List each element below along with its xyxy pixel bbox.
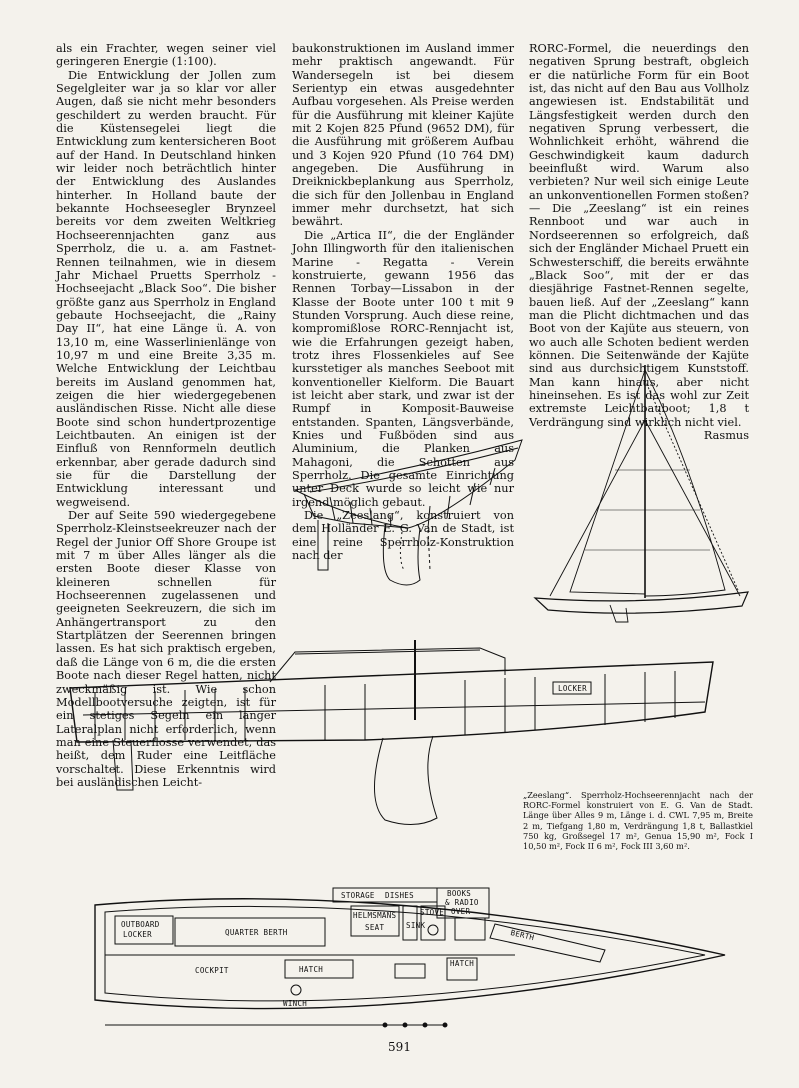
paragraph: RORC-Formel, die neuerdings den negativen Sprung bestraft, obgleich er die natürliche Form für ein Boot ist, das nicht auf den Bau aus Vollholz angewiesen ist. Endstabilität und Längsfestigkeit werden durch den negativen Sprung verbessert, die Wohnlichkeit erhöht, während die Geschwindigkeit kaum dadurch beeinflußt wird. Warum also verbieten? Nur weil sich einige Leute an unkonventionellen Formen stoßen? — Die „Zeeslang“ ist ein reines Rennboot und war auch in Nordseerennen so erfolgreich, daß sich der Engländer Michael Pruett ein Schwesterschiff, die bereits erwähnte „Black Soo“, mit der er das diesjährige Fastnet-Rennen segelte, bauen ließ. Auf der „Zeeslang“ kann man die Plicht dichtmachen und das Boot von der Kajüte aus steuern, von wo auch alle Schoten bedient werden können. Die Seitenwände der Kajüte sind aus durchsichtigem Kunststoff. Man kann hinaus, aber nicht hineinsehen. Es ist das wohl zur Zeit extremste Leichtbauboot; 1,8 t Verdrängung sind wirklich nicht viel.: [529, 42, 749, 429]
deck-plan-drawing: [85, 880, 735, 1040]
winch-label: WINCH: [283, 999, 308, 1008]
storage-label: STORAGE: [341, 891, 375, 900]
radio-label: & RADIO: [445, 898, 479, 907]
paragraph: als ein Frachter, wegen seiner viel geringeren Energie (1:100).: [56, 42, 276, 69]
quarter-berth-label: QUARTER BERTH: [225, 928, 288, 937]
helmsmans-label: HELMSMANS: [353, 911, 397, 920]
paragraph: Die „Zeeslang“, konstruiert von dem Holländer E. G. Van de Stadt, ist eine reine Sperrholz-Konstruktion nach der: [292, 509, 514, 563]
locker-label: LOCKER: [558, 684, 587, 693]
berth-label: BERTH: [509, 928, 536, 943]
hull-frame-drawing: [290, 420, 530, 600]
over-label: OVER: [451, 907, 471, 916]
figure-caption: „Zeeslang“. Sperrholz-Hochseerennjacht nach der RORC-Formel konstruiert von E. G. Van de Stadt. Länge über Alles 9 m, Länge i. d. CWL 7,95 m, Breite 2 m, Tiefgang 1,80 m, Verdrängung 1,8 t, Ballastkiel 750 kg, Großsegel 17 m², Genua 15,90 m², Fock I 10,50 m², Fock II 6 m², Fock III 3,60 m².: [523, 790, 753, 852]
paragraph: Der auf Seite 590 wiedergegebene Sperrholz-Kleinstseekreuzer nach der Regel der Junior Off Shore Groupe ist mit 7 m über Alles länger als die ersten Boote dieser Klasse von kleineren schnellen für Hochseerennen zugelassenen und geeigneten Seekreuzern, die sich im Anhängertransport zu den Startplätzen der Seerennen bringen lassen. Es hat sich praktisch ergeben, daß die Länge von 6 m, die die ersten Boote nach dieser Regel hatten, nicht zweckmäßig ist. Wie schon Modellbootversuche zeigten, ist für ein stetiges Segeln ein langer Lateralplan nicht erforderlich, wenn man eine Steuerflosse verwendet, das heißt, dem Ruder eine Leitfläche vorschaltet. Diese Erkenntnis wird bei ausländischen Leicht-: [56, 509, 276, 789]
cockpit-label: COCKPIT: [195, 966, 229, 975]
dishes-label: DISHES: [385, 891, 414, 900]
paragraph: Die „Artica II“, die der Engländer John Illingworth für den italienischen Marine - Regatta - Verein konstruierte, gewann 1956 das Rennen Torbay—Lissabon in der Klasse der Boote unter 100 t mit 9 Stunden Vorsprung. Auch diese reine, kompromißlose RORC-Rennjacht ist, wie die Erfahrungen gezeigt haben, trotz ihres Flossenkieles auf See kursstetiger als manches Seeboot mit konventioneller Kielform. Die Bauart ist leicht aber stark, und zwar ist der Rumpf in Komposit-Bauweise entstanden. Spanten, Längsverbände, Knies und Fußböden sind aus Aluminium, die Planken aus Mahagoni, die Schotten aus Sperrholz. Die gesamte Einrichtung unter Deck wurde so leicht wie nur irgend möglich gebaut.: [292, 228, 514, 509]
page-number: 591: [388, 1040, 411, 1054]
seat-label: SEAT: [365, 923, 385, 932]
sink-label: SINK: [406, 921, 426, 930]
paragraph: baukonstruktionen im Ausland immer mehr praktisch angewandt. Für Wandersegeln ist bei diesem Serientyp ein etwas ausgedehnter Aufbau vorgesehen. Als Preise werden für die Ausführung mit kleiner Kajüte mit 2 Kojen 825 Pfund (9652 DM), für die Ausführung mit größerem Aufbau und 3 Kojen 920 Pfund (10 764 DM) angegeben. Die Ausführung in Dreiknickbeplankung aus Sperrholz, die sich für den Jollenbau in England immer mehr durchsetzt, hat sich bewährt.: [292, 42, 514, 229]
books-label: BOOKS: [447, 889, 472, 898]
paragraph: Die Entwicklung der Jollen zum Segelgleiter war ja so klar vor aller Augen, daß sie nicht mehr besonders geschildert zu werden braucht. Für die Küstensegelei liegt die Entwicklung zum kentersicheren Boot auf der Hand. In Deutschland hinken wir leider noch beträchtlich hinter der Entwicklung des Auslandes hinterher. In Holland baute der bekannte Hochseesegler Brynzeel bereits vor dem zweiten Weltkrieg Hochseerennjachten ganz aus Sperrholz, die u. a. am Fastnet-Rennen teilnahmen, wie in diesem Jahr Michael Pruetts Sperrholz - Hochseejacht „Black Soo“. Die bisher größte ganz aus Sperrholz in England gebaute Hochseejacht, die „Rainy Day II“, hat eine Länge ü. A. von 13,10 m, eine Wasserlinienlänge von 10,97 m und eine Breite 3,35 m. Welche Entwicklung der Leichtbau bereits im Ausland genommen hat, zeigen die hier wiedergegebenen ausländischen Risse. Nicht alle diese Boote sind schon hundertprozentige Leichtbauten. An einigen ist der Einfluß von Rennformeln deutlich erkennbar, aber gerade dadurch sind sie für die Darstellung der Entwicklung interessant und wegweisend.: [56, 68, 276, 509]
sail-plan-drawing: [530, 360, 755, 625]
hatch-label-2: HATCH: [450, 959, 475, 968]
stove-label: STOVE: [420, 908, 445, 917]
hatch-label: HATCH: [299, 965, 324, 974]
author-signature: Rasmus: [703, 428, 749, 442]
outboard-label: OUTBOARD: [121, 920, 160, 929]
locker-label: LOCKER: [123, 930, 152, 939]
